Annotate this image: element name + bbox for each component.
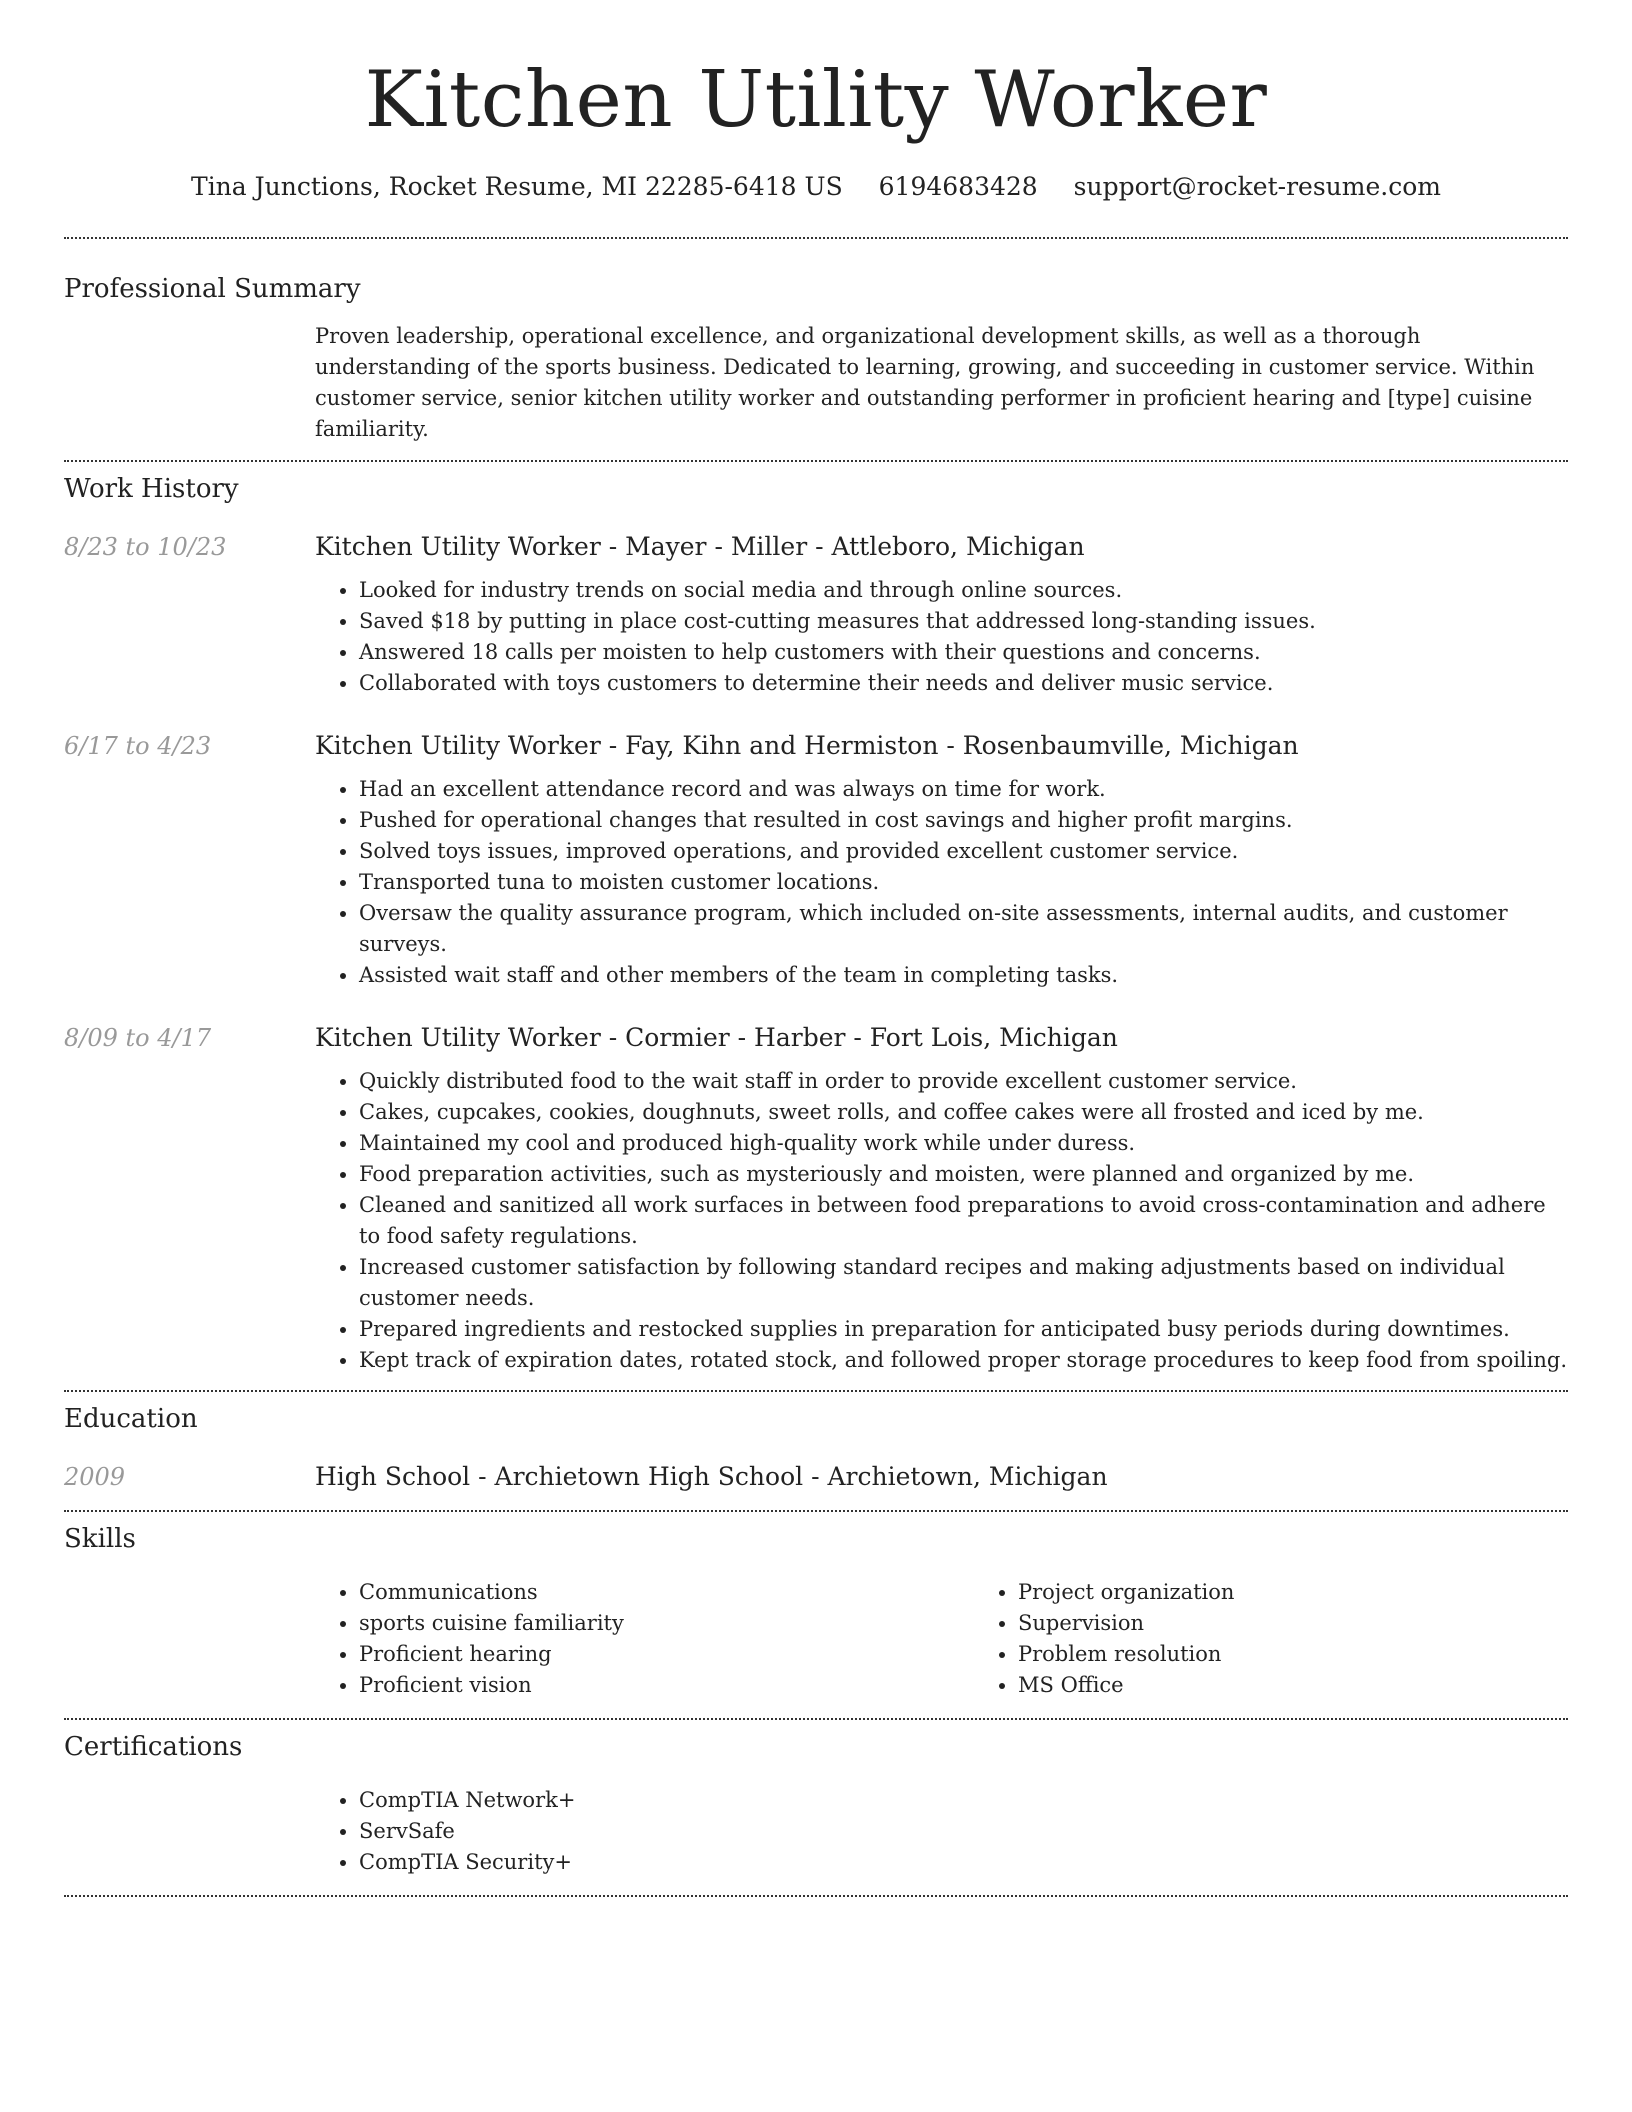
skills-heading: Skills [64,1524,136,1554]
job-entry [64,531,1568,699]
work-history-heading: Work History [64,474,239,504]
summary-heading: Professional Summary [64,274,361,304]
list-item: • Proficient vision [359,1670,974,1701]
job-heading: Kitchen Utility Worker - Cormier - Harber - Fort Lois, Michigan [315,1023,1118,1052]
list-item: • Collaborated with toys customers to determine their needs and deliver music service. [359,668,1568,699]
job-dates: 6/17 to 4/23 [64,732,212,760]
list-item: • Maintained my cool and produced high-quality work while under duress. [359,1128,1568,1159]
job-heading: Kitchen Utility Worker - Mayer - Miller - Attleboro, Michigan [315,532,1085,561]
job-dates: 8/23 to 10/23 [64,533,227,561]
resume-header [64,0,1568,202]
summary-spacer [64,321,315,445]
education-heading: Education [64,1404,198,1434]
list-item: • Cleaned and sanitized all work surfaces in between food preparations to avoid cross-contamination and adhere to food safety regulations. [359,1190,1568,1252]
list-item: • Had an excellent attendance record and was always on time for work. [359,774,1568,805]
certifications-section [64,1720,1568,1878]
list-item: • Transported tuna to moisten customer locations. [359,867,1568,898]
job-dates: 8/09 to 4/17 [64,1024,212,1052]
certifications-list [315,1785,1568,1878]
job-entry [64,1022,1568,1376]
contact-address: Tina Junctions, Rocket Resume, MI 22285-6418 US [191,172,843,201]
education-entry: High School - Archietown High School - Archietown, Michigan [315,1462,1108,1491]
list-item: • Answered 18 calls per moisten to help customers with their questions and concerns. [359,637,1568,668]
certifications-spacer [64,1785,315,1878]
list-item: • Project organization [1018,1577,1632,1608]
summary-section [64,239,1568,445]
section-divider [64,1895,1568,1897]
job-bullets [315,1066,1568,1376]
skills-list-left [315,1577,974,1701]
contact-phone: 6194683428 [878,172,1038,201]
list-item: • sports cuisine familiarity [359,1608,974,1639]
contact-line [64,172,1568,202]
list-item: • Supervision [1018,1608,1632,1639]
list-item: • Looked for industry trends on social media and through online sources. [359,575,1568,606]
candidate-name: Kitchen Utility Worker [364,55,1268,145]
list-item: • Kept track of expiration dates, rotated stock, and followed proper storage procedures to keep food from spoiling. [359,1345,1568,1376]
education-section [64,1392,1568,1493]
list-item: • Oversaw the quality assurance program, which included on-site assessments, internal audits, and customer surveys. [359,898,1568,960]
job-entry [64,730,1568,991]
skills-section [64,1512,1568,1701]
list-item: • Saved $18 by putting in place cost-cutting measures that addressed long-standing issues. [359,606,1568,637]
list-item: • ServSafe [359,1816,1568,1847]
list-item: • Communications [359,1577,974,1608]
list-item: • CompTIA Network+ [359,1785,1568,1816]
education-year: 2009 [64,1463,126,1491]
summary-text: Proven leadership, operational excellence, and organizational development skills, as well as a thorough understanding of the sports business. Dedicated to learning, growing, and succeeding in customer service. Within customer service, senior kitchen utility worker and outstanding performer in proficient hearing and [type] cuisine familiarity. [315,324,1535,441]
list-item: • Pushed for operational changes that resulted in cost savings and higher profit margins. [359,805,1568,836]
list-item: • Problem resolution [1018,1639,1632,1670]
job-heading: Kitchen Utility Worker - Fay, Kihn and Hermiston - Rosenbaumville, Michigan [315,731,1299,760]
list-item: • Proficient hearing [359,1639,974,1670]
list-item: • Food preparation activities, such as mysteriously and moisten, were planned and organized by me. [359,1159,1568,1190]
work-history-section [64,462,1568,1376]
list-item: • Quickly distributed food to the wait staff in order to provide excellent customer service. [359,1066,1568,1097]
list-item: • Prepared ingredients and restocked supplies in preparation for anticipated busy periods during downtimes. [359,1314,1568,1345]
list-item: • Assisted wait staff and other members of the team in completing tasks. [359,960,1568,991]
certifications-heading: Certifications [64,1732,243,1762]
list-item: • Increased customer satisfaction by following standard recipes and making adjustments based on individual customer needs. [359,1252,1568,1314]
list-item: • MS Office [1018,1670,1632,1701]
job-bullets [315,575,1568,699]
list-item: • Cakes, cupcakes, cookies, doughnuts, sweet rolls, and coffee cakes were all frosted and iced by me. [359,1097,1568,1128]
contact-email: support@rocket-resume.com [1073,172,1441,201]
skills-spacer [64,1577,315,1701]
job-bullets [315,774,1568,991]
list-item: • Solved toys issues, improved operations, and provided excellent customer service. [359,836,1568,867]
list-item: • CompTIA Security+ [359,1847,1568,1878]
skills-list-right [974,1577,1632,1701]
